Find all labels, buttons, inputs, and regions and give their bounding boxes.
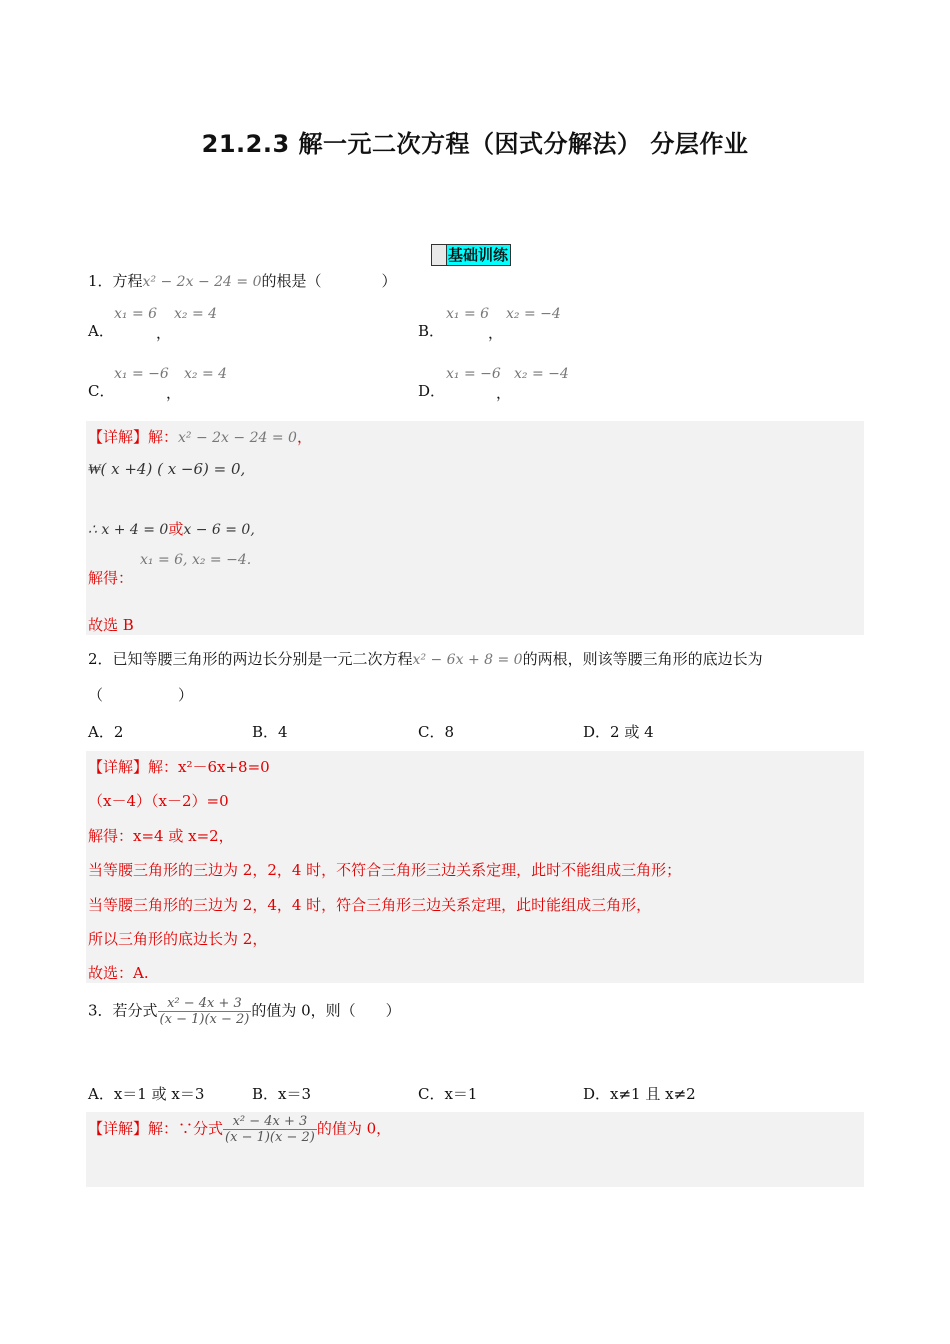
q1-prefix: 1．方程 (88, 272, 143, 290)
q3-option-a: A．x＝1 或 x＝3 (88, 1085, 205, 1103)
solution-tag: 【详解】解： (88, 758, 179, 776)
q1-option-a-root1: x₁ = 6 (114, 306, 158, 322)
q2-sol-eq1: x²－6x+8=0 (178, 758, 270, 776)
q1-option-d-root1: x₁ = −6 (446, 366, 501, 382)
q2-solution-line2: （x－4）（x－2）=0 (88, 792, 229, 810)
q1-option-d-root2: x₂ = −4 (514, 366, 569, 382)
q1-sol-or: 或 (168, 520, 184, 538)
q2-equation: x² − 6x + 8 = 0 (412, 652, 523, 668)
q1-solution-roots: x₁ = 6, x₂ = −4. (140, 552, 252, 568)
q2-solution-line4: 当等腰三角形的三边为 2，2，4 时，不符合三角形三边关系定理，此时不能组成三角形； (88, 861, 682, 879)
q2-solution-line7: 故选：A. (88, 964, 149, 982)
q1-solution-line1 (88, 426, 312, 447)
solution-tag: 【详解】解： (88, 428, 179, 446)
q1-option-b-comma: ， (488, 324, 504, 342)
section-marker-icon (432, 245, 447, 265)
question-2-stem (88, 648, 763, 669)
section-label-text: 基础训练 (448, 246, 509, 264)
q3-sol-because: ∵分式 (178, 1119, 224, 1138)
q3-sol-fraction (223, 1114, 317, 1145)
q2-option-a: A．2 (88, 723, 124, 741)
q1-option-b-root1: x₁ = 6 (446, 306, 490, 322)
q1-sol-eq1: x² − 2x − 24 = 0 (178, 430, 297, 446)
q2-solution-line6: 所以三角形的底边长为 2， (88, 930, 268, 948)
q3-solution-line1 (88, 1114, 391, 1145)
q3-prefix: 3．若分式 (88, 1001, 158, 1020)
q1-option-b-root2: x₂ = −4 (506, 306, 561, 322)
q3-numerator: x² − 4x + 3 (158, 996, 252, 1012)
q3-option-d: D．x≠1 且 x≠2 (583, 1085, 696, 1103)
q2-option-c: C．8 (418, 723, 455, 741)
q3-option-c: C．x＝1 (418, 1085, 478, 1103)
solution-tag: 【详解】解： (88, 1119, 179, 1138)
q2-solution-line3: 解得：x=4 或 x=2， (88, 827, 234, 845)
q1-solution-line3 (88, 518, 255, 539)
q2-suffix: 的两根，则该等腰三角形的底边长为 (522, 650, 763, 668)
q3-sol-suffix: 的值为 0， (316, 1119, 392, 1138)
q2-paren: （ ） (88, 686, 194, 704)
q1-option-b: B． (418, 322, 445, 340)
q1-solution-answer: 故选 B (88, 616, 134, 634)
q1-equation: x² − 2x − 24 = 0 (142, 274, 262, 290)
q2-option-d: D．2 或 4 (583, 723, 654, 741)
q1-option-a (88, 320, 114, 341)
q3-sol-numerator: x² − 4x + 3 (223, 1114, 317, 1130)
q3-sol-denominator: (x − 1)(x − 2) (225, 1130, 315, 1145)
q1-option-c: C． (88, 382, 115, 400)
q1-option-d: D． (418, 382, 446, 400)
q2-prefix: 2．已知等腰三角形的两边长分别是一元二次方程 (88, 650, 413, 668)
question-3-stem (88, 996, 401, 1027)
q1-option-a-comma: ， (156, 324, 172, 342)
q1-sol-eq1-end: ， (296, 428, 312, 446)
q3-fraction (158, 996, 252, 1027)
q2-option-b: B．4 (252, 723, 288, 741)
q1-option-c-comma: ， (166, 384, 182, 402)
page-title: 21.2.3 解一元二次方程（因式分解法） 分层作业 (201, 130, 749, 158)
q3-suffix: 的值为 0，则（ ） (251, 1001, 401, 1020)
q1-option-c-root2: x₂ = 4 (184, 366, 228, 382)
question-1-stem (88, 270, 397, 291)
q1-sol-therefore: ∴ x + 4 = 0 (88, 522, 169, 538)
q1-option-d-comma: ， (496, 384, 512, 402)
section-label (431, 244, 511, 266)
q3-denominator: (x − 1)(x − 2) (159, 1012, 250, 1027)
q1-solution-solved-label: 解得： (88, 569, 134, 587)
q1-suffix: 的根是（ ） (261, 272, 397, 290)
q2-solution-line5: 当等腰三角形的三边为 2，4，4 时，符合三角形三边关系定理，此时能组成三角形， (88, 896, 652, 914)
q1-option-a-root2: x₂ = 4 (174, 306, 218, 322)
q1-option-c-root1: x₁ = −6 (114, 366, 169, 382)
option-letter: A． (88, 322, 114, 340)
q3-option-b: B．x＝3 (252, 1085, 312, 1103)
q2-solution-line1 (88, 756, 270, 777)
q1-solution-line2: ₩( x +4) ( x −6) = 0, (88, 460, 246, 478)
q1-sol-eq3: x − 6 = 0, (183, 522, 255, 538)
